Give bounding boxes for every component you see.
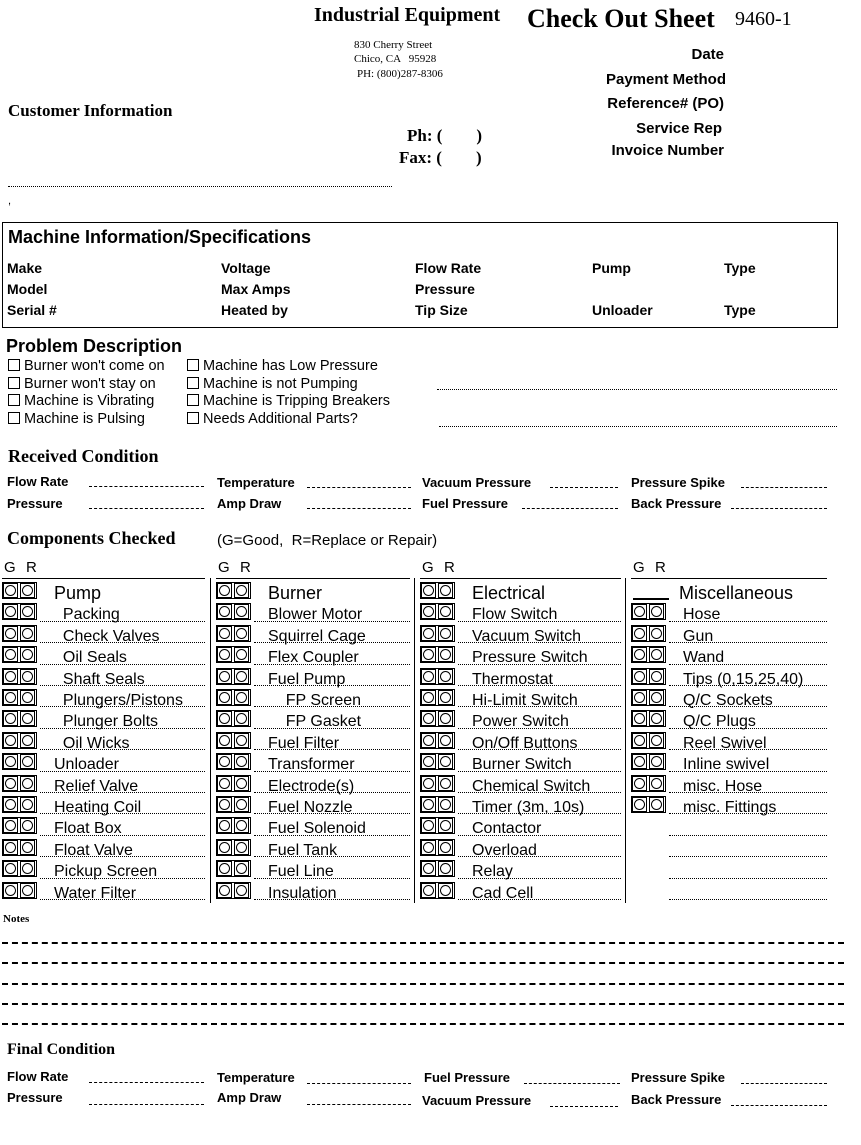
good-check-ring[interactable] [421,604,436,619]
replace-check-ring[interactable] [234,840,249,855]
checkbox[interactable] [8,377,20,389]
final-pressure-spike-label: Pressure Spike [631,1070,725,1085]
pump-label: Pump [592,260,631,276]
component-item-insulation: Insulation [268,884,337,902]
company-phone: PH: (800)287-8306 [357,68,443,80]
serial-label: Serial # [7,302,57,318]
component-item-water-filter: Water Filter [54,884,137,902]
good-check-ring[interactable] [217,604,232,619]
good-check-ring[interactable] [3,647,18,662]
good-check-ring[interactable] [632,776,647,791]
replace-check-ring[interactable] [438,733,453,748]
good-check-ring[interactable] [421,711,436,726]
problem-item[interactable]: Machine is Vibrating [8,393,154,409]
problem-notes-line[interactable] [437,389,837,390]
received-pressure-field[interactable] [89,508,204,509]
good-check-ring[interactable] [632,797,647,812]
problem-item[interactable]: Burner won't come on [8,358,165,374]
final-back-pressure-field[interactable] [731,1105,827,1106]
component-item-gun: Gun [683,627,714,645]
good-check-ring[interactable] [632,669,647,684]
component-item-oil-seals: Oil Seals [54,649,127,667]
received-vacuum-pressure-field[interactable] [550,487,618,488]
component-item-vacuum-switch: Vacuum Switch [472,627,582,645]
replace-check-ring[interactable] [438,647,453,662]
components-title: Components Checked [7,528,176,548]
replace-check-ring[interactable] [438,626,453,641]
good-check-ring[interactable] [632,711,647,726]
good-check-ring[interactable] [217,711,232,726]
component-item-timer-3m-10s: Timer (3m, 10s) [472,799,585,816]
tip-size-label: Tip Size [415,302,468,318]
component-item-fuel-pump: Fuel Pump [268,670,346,688]
component-row-line [669,878,827,879]
replace-column-letter: R [444,559,455,576]
replace-check-ring[interactable] [234,883,249,898]
good-check-ring[interactable] [3,583,18,598]
final-temperature-label: Temperature [217,1070,295,1085]
component-item-blower-motor: Blower Motor [268,606,363,624]
good-check-ring[interactable] [217,797,232,812]
customer-name-line[interactable] [8,186,392,187]
unloader-label: Unloader [592,302,653,318]
good-check-ring[interactable] [3,776,18,791]
replace-check-ring[interactable] [438,690,453,705]
component-item-wand: Wand [683,649,725,667]
received-amp-draw-label: Amp Draw [217,496,282,511]
component-group-burner: Burner [268,583,323,603]
good-check-ring[interactable] [632,604,647,619]
received-back-pressure-label: Back Pressure [631,496,722,511]
replace-check-ring[interactable] [234,669,249,684]
good-check-ring[interactable] [217,690,232,705]
good-check-ring[interactable] [3,797,18,812]
replace-check-ring[interactable] [20,604,35,619]
replace-check-ring[interactable] [234,690,249,705]
component-item-pickup-screen: Pickup Screen [54,863,158,881]
received-pressure-spike-label: Pressure Spike [631,475,725,490]
component-item-heating-coil: Heating Coil [54,799,142,816]
component-item-shaft-seals: Shaft Seals [54,670,145,688]
component-item-chemical-switch: Chemical Switch [472,777,591,795]
good-check-ring[interactable] [3,840,18,855]
replace-check-ring[interactable] [649,733,664,748]
component-row-line [631,578,827,579]
replace-check-ring[interactable] [20,883,35,898]
replace-check-ring[interactable] [234,733,249,748]
replace-check-ring[interactable] [234,626,249,641]
pump-type-label: Type [724,260,756,276]
heated-by-label: Heated by [221,302,288,318]
good-check-ring[interactable] [217,818,232,833]
replace-check-ring[interactable] [649,754,664,769]
component-item-on-off-buttons: On/Off Buttons [472,734,578,752]
make-label: Make [7,260,43,276]
component-item-contactor: Contactor [472,820,542,838]
notes-title: Notes [3,913,30,925]
good-check-ring[interactable] [421,647,436,662]
component-item-burner-switch: Burner Switch [472,756,572,774]
good-check-ring[interactable] [421,626,436,641]
replace-check-ring[interactable] [234,583,249,598]
column-divider [414,578,415,903]
component-item-hose: Hose [683,606,721,624]
company-name: Industrial Equipment [314,4,501,26]
component-item-flow-switch: Flow Switch [472,606,558,624]
good-check-ring[interactable] [217,626,232,641]
good-check-ring[interactable] [421,861,436,876]
problem-notes-line[interactable] [439,426,837,427]
replace-check-ring[interactable] [234,776,249,791]
received-pressure-spike-field[interactable] [741,487,827,488]
good-check-ring[interactable] [632,647,647,662]
replace-check-ring[interactable] [20,626,35,641]
replace-check-ring[interactable] [234,711,249,726]
good-check-ring[interactable] [217,883,232,898]
received-flow-rate-label: Flow Rate [7,474,69,489]
component-item-q-c-sockets: Q/C Sockets [683,692,773,709]
replace-column-letter: R [26,559,37,576]
good-check-ring[interactable] [3,626,18,641]
good-column-letter: G [633,559,645,576]
voltage-label: Voltage [221,260,271,276]
column-divider [625,578,626,903]
good-check-ring[interactable] [421,883,436,898]
replace-check-ring[interactable] [234,604,249,619]
replace-check-ring[interactable] [20,818,35,833]
final-flow-rate-field[interactable] [89,1082,204,1083]
component-row-line [669,856,827,857]
received-back-pressure-field[interactable] [731,508,827,509]
replace-check-ring[interactable] [649,626,664,641]
address-line1: 830 Cherry Street [354,39,433,51]
replace-check-ring[interactable] [438,754,453,769]
received-fuel-pressure-field[interactable] [522,508,618,509]
received-condition-title: Received Condition [8,446,159,466]
received-fuel-pressure-label: Fuel Pressure [422,496,508,511]
good-check-ring[interactable] [217,583,232,598]
checkbox[interactable] [8,394,20,406]
component-item-packing: Packing [54,606,120,624]
component-item-flex-coupler: Flex Coupler [268,649,359,667]
received-temperature-label: Temperature [217,475,295,490]
replace-check-ring[interactable] [234,647,249,662]
final-back-pressure-label: Back Pressure [631,1092,722,1107]
replace-check-ring[interactable] [649,776,664,791]
component-item-q-c-plugs: Q/C Plugs [683,713,756,731]
good-check-ring[interactable] [421,733,436,748]
good-column-letter: G [4,559,16,576]
component-item-misc-hose: misc. Hose [683,777,763,795]
good-check-ring[interactable] [3,883,18,898]
good-check-ring[interactable] [217,840,232,855]
component-row-line [2,578,205,579]
component-group-miscellaneous: Miscellaneous [679,583,794,603]
component-item-unloader: Unloader [54,756,119,774]
customer-phone-field[interactable]: Ph: ( ) [407,126,483,145]
misc-header-underline [633,598,669,600]
component-item-overload: Overload [472,841,537,859]
component-item-electrode-s: Electrode(s) [268,777,355,795]
component-item-reel-swivel: Reel Swivel [683,734,767,752]
replace-check-ring[interactable] [234,797,249,812]
replace-check-ring[interactable] [649,690,664,705]
component-row-line [420,578,621,579]
good-check-ring[interactable] [3,711,18,726]
final-amp-draw-label: Amp Draw [217,1090,282,1105]
notes-line[interactable] [2,962,844,964]
notes-line[interactable] [2,983,844,985]
good-check-ring[interactable] [421,840,436,855]
problem-title: Problem Description [6,336,183,356]
checkbox[interactable] [187,377,199,389]
replace-check-ring[interactable] [20,583,35,598]
received-flow-rate-field[interactable] [89,486,204,487]
replace-check-ring[interactable] [20,711,35,726]
component-item-power-switch: Power Switch [472,713,569,731]
replace-check-ring[interactable] [438,797,453,812]
checkbox[interactable] [187,359,199,371]
replace-check-ring[interactable] [234,754,249,769]
good-check-ring[interactable] [217,754,232,769]
problem-item[interactable]: Burner won't stay on [8,376,156,392]
component-item-check-valves: Check Valves [54,627,160,645]
customer-info-title: Customer Information [8,101,173,120]
problem-item[interactable]: Needs Additional Parts? [187,411,358,427]
column-divider [210,578,211,903]
good-check-ring[interactable] [421,818,436,833]
unloader-type-label: Type [724,302,756,318]
notes-line[interactable] [2,942,844,944]
replace-check-ring[interactable] [20,690,35,705]
good-check-ring[interactable] [3,861,18,876]
component-row-line [669,899,827,900]
checkbox[interactable] [187,412,199,424]
replace-check-ring[interactable] [438,604,453,619]
replace-check-ring[interactable] [438,711,453,726]
final-temperature-field[interactable] [307,1083,411,1084]
component-item-plungers-pistons: Plungers/Pistons [54,692,183,709]
good-check-ring[interactable] [217,776,232,791]
notes-line[interactable] [2,1003,844,1005]
good-check-ring[interactable] [3,669,18,684]
good-check-ring[interactable] [421,797,436,812]
checkbox[interactable] [8,412,20,424]
replace-check-ring[interactable] [234,861,249,876]
replace-check-ring[interactable] [20,754,35,769]
replace-check-ring[interactable] [649,604,664,619]
replace-check-ring[interactable] [438,840,453,855]
replace-column-letter: R [240,559,251,576]
problem-item[interactable]: Machine has Low Pressure [187,358,378,374]
good-check-ring[interactable] [217,669,232,684]
received-amp-draw-field[interactable] [307,508,411,509]
reference-po-label: Reference# (PO) [607,95,724,112]
checkbox[interactable] [187,394,199,406]
good-check-ring[interactable] [421,690,436,705]
good-check-ring[interactable] [217,733,232,748]
component-item-misc-fittings: misc. Fittings [683,799,777,816]
max-amps-label: Max Amps [221,281,291,297]
replace-check-ring[interactable] [438,669,453,684]
good-check-ring[interactable] [217,647,232,662]
good-column-letter: G [422,559,434,576]
component-item-fuel-tank: Fuel Tank [268,841,338,859]
component-item-float-box: Float Box [54,820,122,838]
component-item-fuel-nozzle: Fuel Nozzle [268,799,353,816]
good-check-ring[interactable] [421,776,436,791]
replace-check-ring[interactable] [20,776,35,791]
good-check-ring[interactable] [632,626,647,641]
notes-line[interactable] [2,1023,844,1025]
final-pressure-spike-field[interactable] [741,1083,827,1084]
form-number: 9460-1 [735,8,792,30]
component-row-line [216,578,410,579]
problem-item[interactable]: Machine is Tripping Breakers [187,393,390,409]
final-flow-rate-label: Flow Rate [7,1069,69,1084]
replace-check-ring[interactable] [438,861,453,876]
pressure-label: Pressure [415,281,475,297]
component-item-tips-0-15-25-40: Tips (0,15,25,40) [683,670,804,688]
component-item-fuel-filter: Fuel Filter [268,734,340,752]
component-item-oil-wicks: Oil Wicks [54,734,130,752]
final-pressure-label: Pressure [7,1090,63,1105]
invoice-number-label: Invoice Number [611,142,724,159]
good-column-letter: G [218,559,230,576]
address-line2: Chico, CA 95928 [354,53,437,65]
good-check-ring[interactable] [632,733,647,748]
replace-check-ring[interactable] [20,647,35,662]
customer-address-comma: , [8,195,12,207]
good-check-ring[interactable] [3,733,18,748]
good-check-ring[interactable] [3,818,18,833]
replace-check-ring[interactable] [234,818,249,833]
final-vacuum-pressure-field[interactable] [550,1106,618,1107]
component-item-fp-screen: FP Screen [268,692,362,709]
component-item-hi-limit-switch: Hi-Limit Switch [472,692,578,709]
final-condition-title: Final Condition [7,1041,116,1058]
component-item-squirrel-cage: Squirrel Cage [268,627,366,645]
customer-fax-field[interactable]: Fax: ( ) [399,148,482,167]
received-vacuum-pressure-label: Vacuum Pressure [422,475,532,490]
component-item-transformer: Transformer [268,756,355,774]
problem-item[interactable]: Machine is not Pumping [187,376,358,392]
date-label: Date [691,46,724,63]
component-item-plunger-bolts: Plunger Bolts [54,713,159,731]
component-item-fuel-line: Fuel Line [268,863,334,881]
good-check-ring[interactable] [421,754,436,769]
replace-check-ring[interactable] [438,583,453,598]
component-item-float-valve: Float Valve [54,841,133,859]
good-check-ring[interactable] [3,604,18,619]
model-label: Model [7,281,48,297]
replace-check-ring[interactable] [649,669,664,684]
component-group-pump: Pump [54,583,102,603]
final-fuel-pressure-field[interactable] [524,1083,620,1084]
component-item-cad-cell: Cad Cell [472,884,534,902]
final-vacuum-pressure-label: Vacuum Pressure [422,1093,532,1108]
replace-column-letter: R [655,559,666,576]
component-item-fp-gasket: FP Gasket [268,713,362,731]
received-pressure-label: Pressure [7,496,63,511]
good-check-ring[interactable] [217,861,232,876]
good-check-ring[interactable] [632,754,647,769]
payment-method-label: Payment Method [605,71,726,88]
good-check-ring[interactable] [421,583,436,598]
replace-check-ring[interactable] [649,797,664,812]
replace-check-ring[interactable] [438,776,453,791]
component-item-inline-swivel: Inline swivel [683,756,770,774]
final-amp-draw-field[interactable] [307,1104,411,1105]
final-pressure-field[interactable] [89,1104,204,1105]
replace-check-ring[interactable] [438,818,453,833]
component-item-relay: Relay [472,863,513,881]
replace-check-ring[interactable] [20,733,35,748]
component-item-pressure-switch: Pressure Switch [472,649,588,667]
good-check-ring[interactable] [632,690,647,705]
good-check-ring[interactable] [421,669,436,684]
replace-check-ring[interactable] [438,883,453,898]
component-item-relief-valve: Relief Valve [54,777,139,795]
good-check-ring[interactable] [3,754,18,769]
good-check-ring[interactable] [3,690,18,705]
replace-check-ring[interactable] [649,647,664,662]
component-group-electrical: Electrical [472,583,546,603]
received-temperature-field[interactable] [307,487,411,488]
replace-check-ring[interactable] [20,840,35,855]
problem-item[interactable]: Machine is Pulsing [8,411,145,427]
machine-info-title: Machine Information/Specifications [8,227,312,247]
component-item-fuel-solenoid: Fuel Solenoid [268,820,366,838]
final-fuel-pressure-label: Fuel Pressure [424,1070,510,1085]
replace-check-ring[interactable] [20,669,35,684]
replace-check-ring[interactable] [649,711,664,726]
service-rep-label: Service Rep [636,120,722,137]
checkbox[interactable] [8,359,20,371]
component-item-thermostat: Thermostat [472,670,553,688]
replace-check-ring[interactable] [20,861,35,876]
replace-check-ring[interactable] [20,797,35,812]
components-legend: (G=Good, R=Replace or Repair) [217,532,438,549]
component-row-line [669,835,827,836]
form-title: Check Out Sheet [527,4,715,33]
flow-rate-label: Flow Rate [415,260,482,276]
